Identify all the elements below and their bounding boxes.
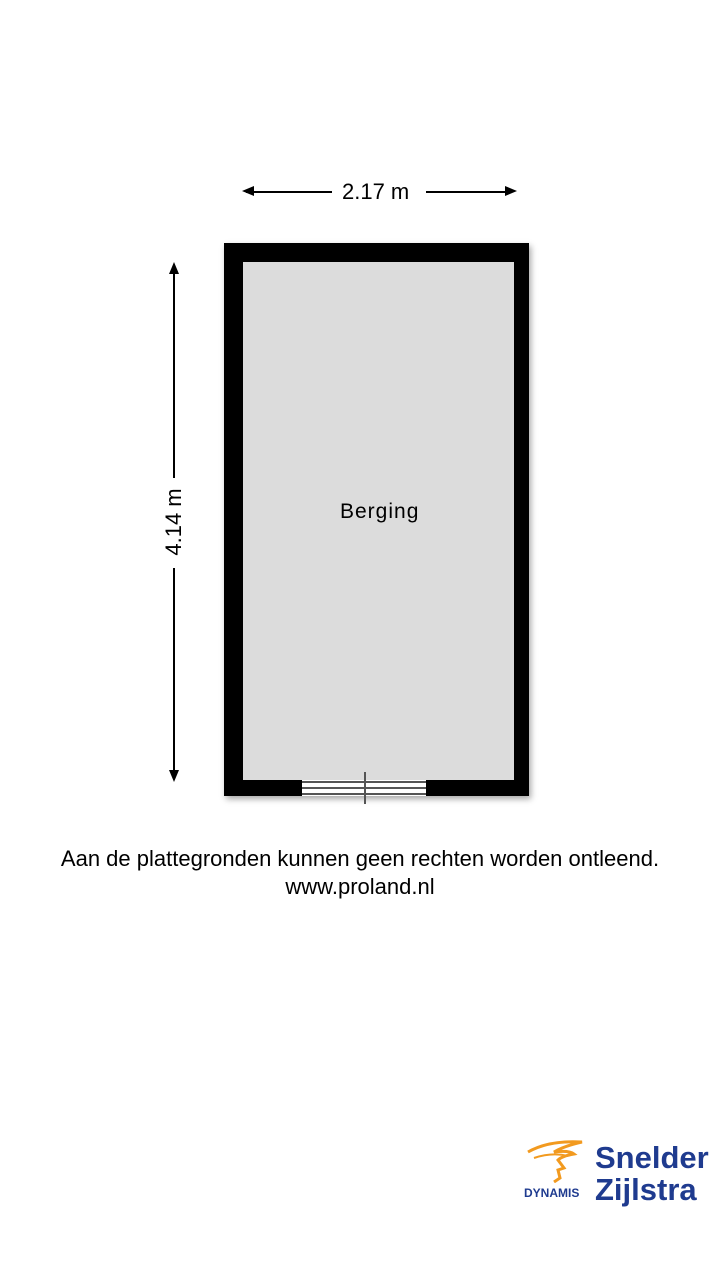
logo-line1: Snelder [595, 1140, 709, 1175]
disclaimer: Aan de plattegronden kunnen geen rechten worden ontleend. [60, 846, 660, 871]
arrow-right-icon [505, 186, 517, 196]
width-dimension-line-left [246, 191, 332, 193]
dynamis-head-icon [524, 1138, 584, 1183]
height-dimension: 4.14 m [161, 488, 186, 556]
website: www.proland.nl [285, 874, 435, 899]
window-mullion [364, 772, 366, 804]
logo [524, 1138, 714, 1208]
width-dimension-line-right [426, 191, 512, 193]
height-dimension-line-bottom [173, 568, 175, 776]
logo-line2: Zijlstra [595, 1172, 697, 1207]
width-dimension: 2.17 m [342, 179, 410, 204]
room-label: Berging [340, 500, 420, 523]
height-dimension-line-top [173, 268, 175, 478]
arrow-left-icon [242, 186, 254, 196]
arrow-down-icon [169, 770, 179, 782]
logo-sub: DYNAMIS [524, 1186, 580, 1200]
